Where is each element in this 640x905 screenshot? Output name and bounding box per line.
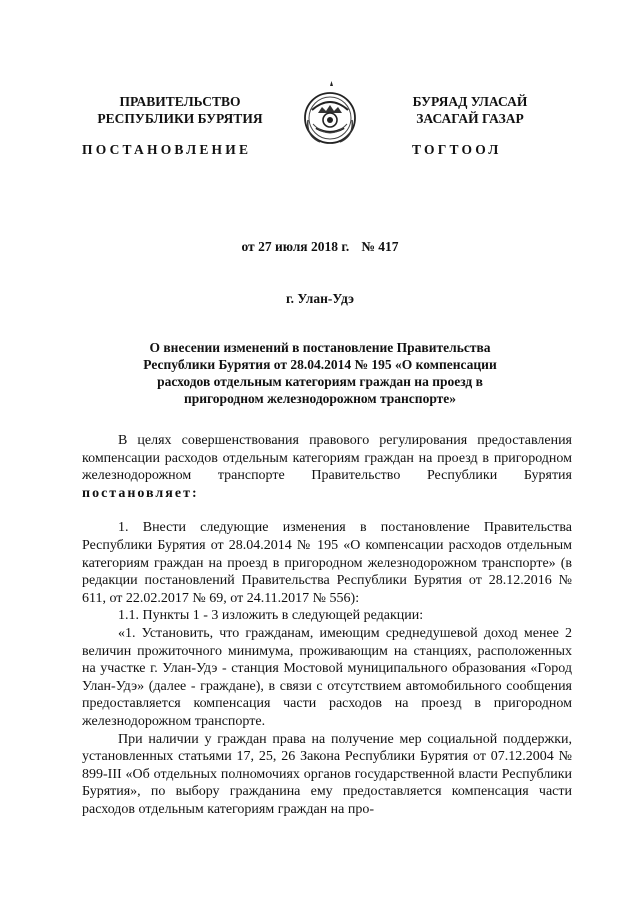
title-line: расходов отдельным категориям граждан на проезд в: [157, 374, 483, 389]
paragraph-item-1: 1. Внести следующие изменения в постановление Правительства Республики Бурятия от 28.04.2014 № 195 «О компенсации расходов отдельным категориям граждан на проезд в пригородном железнодорожном транспорте» (в редакции постановлений Правительства Республики Бурятия от 28.12.2016 № 611, от 22.02.2017 № 69, от 24.11.2017 № 556):: [82, 520, 572, 606]
header-left-line1: ПРАВИТЕЛЬСТВО: [119, 94, 241, 109]
header-right-line2: ЗАСАГАЙ ГАЗАР: [416, 111, 524, 126]
document-body: [82, 432, 572, 818]
government-name-russian: [80, 93, 280, 127]
preamble-text: В целях совершенствования правового регулирования предоставления компенсации расходов отдельным категориям граждан на проезд в пригородном железнодорожном транспорте Правительство Республики Бурятия: [82, 433, 572, 484]
document-number: № 417: [361, 239, 399, 254]
doc-type-buryat: ТОГТООЛ: [412, 142, 502, 157]
title-line: пригородном железнодорожном транспорте»: [183, 391, 457, 406]
document-city: г. Улан-Удэ: [286, 291, 354, 306]
document-date-line: [0, 239, 640, 255]
paragraph-quoted-1: «1. Установить, что гражданам, имеющим среднедушевой доход менее 2 величин прожиточного минимума, проживающим на станциях, расположенных на участке г. Улан-Удэ - станция Мостовой муниципального образования «Город Улан-Удэ» (далее - граждане), в связи с отсутствием автомобильного сообщения предоставляется компенсация части расходов на проезд в пригородном железнодорожном транспорте.: [82, 625, 572, 729]
header-right-line1: БУРЯАД УЛАСАЙ: [412, 94, 528, 109]
coat-of-arms-icon: [300, 80, 360, 148]
title-line: О внесении изменений в постановление Правительства: [149, 340, 491, 355]
preamble-paragraph: [82, 432, 572, 502]
document-date: от 27 июля 2018 г.: [241, 239, 350, 254]
doc-type-russian: ПОСТАНОВЛЕНИЕ: [82, 142, 252, 157]
resolves-keyword: постановляет:: [82, 485, 199, 501]
paragraph-item-1-1: 1.1. Пункты 1 - 3 изложить в следующей редакции:: [118, 608, 424, 624]
document-title: [0, 339, 640, 407]
header-left-line2: РЕСПУБЛИКИ БУРЯТИЯ: [97, 111, 263, 126]
title-line: Республики Бурятия от 28.04.2014 № 195 «О компенсации: [143, 357, 497, 372]
paragraph-social-support: При наличии у граждан права на получение мер социальной поддержки, установленных статьями 17, 25, 26 Закона Республики Бурятия от 07.12.2004 № 899-III «Об отдельных полномочиях органов государственной власти Республики Бурятия», по выбору гражданина ему предоставляется компенсация части расходов отдельным категориям граждан на про-: [82, 731, 572, 817]
government-name-buryat: [390, 93, 550, 127]
